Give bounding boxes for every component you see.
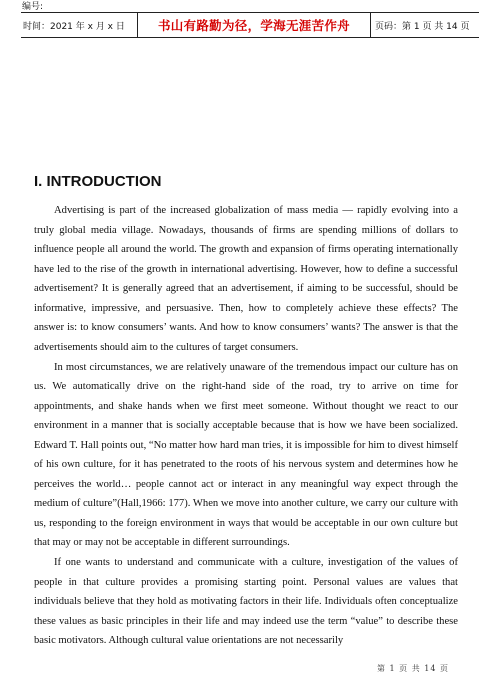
paragraph: In most circumstances, we are relatively unaware of the tremendous impact our culture has on us. We automatically drive on the right-hand side of the road, try to arrive on time for appointments, and shake hands when we first meet someone. Without thought we react to our environment in a manner that is socially acceptable because that is how we have been socialized. Edward T. Hall points out, “No matter how hard man tries, it is impossible for him to divest himself of his own culture, for it has penetrated to the roots of his nervous system and determines how he perceives the world… people cannot act or interact in any meaningful way expect through the medium of culture”(Hall,1966: 177). When we move into another culture, we carry our culture with us, responding to the foreign environment in ways that would be acceptable in our own culture but that may or may not be acceptable in different surroundings. [34, 361, 458, 548]
header-motto: 书山有路勤为径，学海无涯苦作舟 [138, 13, 371, 37]
section-heading: I. INTRODUCTION [34, 173, 162, 190]
paragraph: If one wants to understand and communicate with a culture, investigation of the values of people in that culture provides a promising starting point. Personal values are values that individuals believe that they hold as motivating factors in their life. Individuals often conceptualize these values as basic principles in their life and may indeed use the term “value” to describe these basic motivators. Although cultural value orientations are not necessarily [34, 557, 458, 646]
footer-page-number: 第 1 页 共 14 页 [377, 664, 449, 673]
header-date: 时间：2021 年 x 月 x 日 [21, 13, 138, 37]
page-header [21, 12, 479, 38]
header-page-number: 页码：第 1 页 共 14 页 [375, 21, 470, 32]
section-body [34, 201, 458, 651]
paragraph: Advertising is part of the increased globalization of mass media — rapidly evolving into a truly global media village. Nowadays, thousands of firms are spending millions of dollars to influence people all around the world. The growth and expansion of firms operating internationally have led to the rise of the growth in international advertising. However, how to define a successful advertisement? It is generally agreed that an advertisement, if aiming to be successful, should be informative, impressive, and persuasive. Then, how to completely achieve these effects? The answer is: to know consumers’ wants. And how to know consumers’ wants? The answer is that the advertisements should aim to the cultures of target consumers. [34, 205, 458, 353]
document-number-label: 编号: [22, 2, 44, 12]
